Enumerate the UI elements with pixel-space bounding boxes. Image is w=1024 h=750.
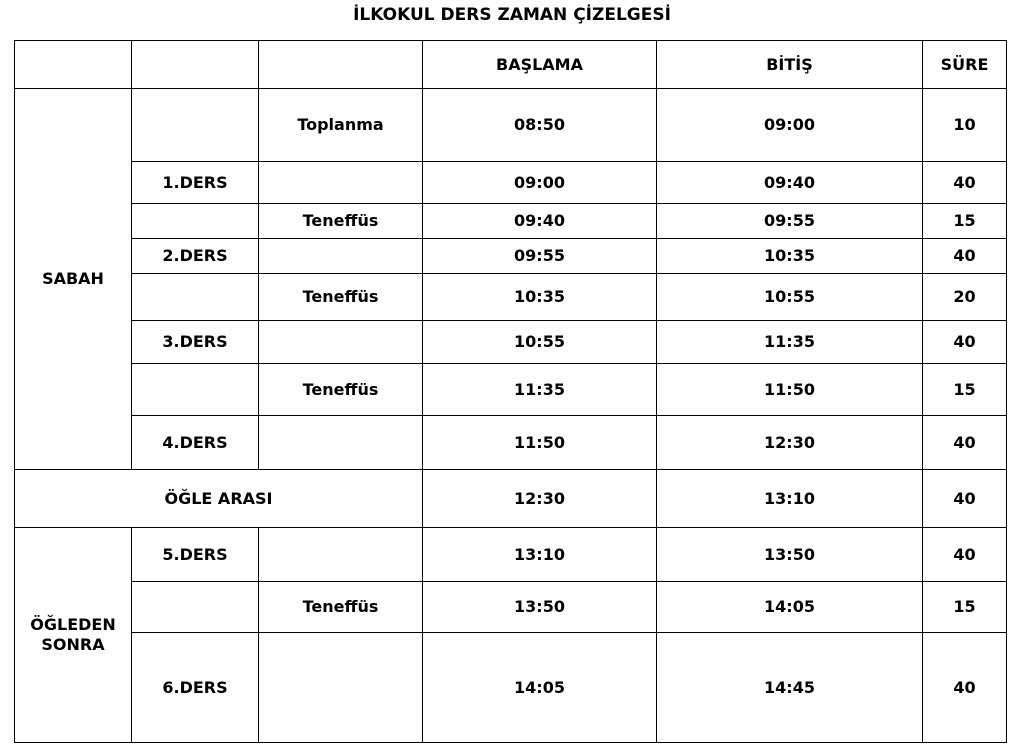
duration-cell: 40 xyxy=(923,633,1007,743)
duration-cell: 15 xyxy=(923,582,1007,633)
activity-cell xyxy=(259,321,423,364)
activity-cell xyxy=(259,633,423,743)
lesson-cell: 4.DERS xyxy=(132,416,259,470)
table-row xyxy=(15,162,1007,204)
table-row xyxy=(15,89,1007,162)
lesson-cell: 6.DERS xyxy=(132,633,259,743)
table-row xyxy=(15,582,1007,633)
activity-cell: Teneffüs xyxy=(259,582,423,633)
lesson-cell: 2.DERS xyxy=(132,239,259,274)
duration-cell: 15 xyxy=(923,364,1007,416)
activity-cell: Teneffüs xyxy=(259,204,423,239)
start-cell: 10:35 xyxy=(423,274,657,321)
lesson-cell xyxy=(132,364,259,416)
header-row xyxy=(15,41,1007,89)
activity-cell: Teneffüs xyxy=(259,274,423,321)
table-row xyxy=(15,321,1007,364)
lesson-cell: 5.DERS xyxy=(132,528,259,582)
table-row xyxy=(15,239,1007,274)
duration-cell: 20 xyxy=(923,274,1007,321)
start-cell: 09:40 xyxy=(423,204,657,239)
duration-cell: 40 xyxy=(923,470,1007,528)
header-empty-cell xyxy=(259,41,423,89)
start-cell: 09:00 xyxy=(423,162,657,204)
duration-cell: 40 xyxy=(923,416,1007,470)
start-cell: 10:55 xyxy=(423,321,657,364)
start-cell: 11:35 xyxy=(423,364,657,416)
header-duration: SÜRE xyxy=(923,41,1007,89)
lunch-row xyxy=(15,470,1007,528)
table-row xyxy=(15,364,1007,416)
end-cell: 11:35 xyxy=(657,321,923,364)
table-row xyxy=(15,633,1007,743)
end-cell: 10:55 xyxy=(657,274,923,321)
start-cell: 13:50 xyxy=(423,582,657,633)
duration-cell: 40 xyxy=(923,239,1007,274)
table-row xyxy=(15,416,1007,470)
end-cell: 09:00 xyxy=(657,89,923,162)
activity-cell xyxy=(259,239,423,274)
lesson-cell xyxy=(132,274,259,321)
activity-cell: Toplanma xyxy=(259,89,423,162)
duration-cell: 40 xyxy=(923,321,1007,364)
activity-cell xyxy=(259,528,423,582)
table-row xyxy=(15,528,1007,582)
end-cell: 10:35 xyxy=(657,239,923,274)
lunch-label: ÖĞLE ARASI xyxy=(15,470,423,528)
start-cell: 11:50 xyxy=(423,416,657,470)
end-cell: 14:05 xyxy=(657,582,923,633)
start-cell: 12:30 xyxy=(423,470,657,528)
end-cell: 12:30 xyxy=(657,416,923,470)
lesson-cell xyxy=(132,582,259,633)
header-start: BAŞLAMA xyxy=(423,41,657,89)
header-end: BİTİŞ xyxy=(657,41,923,89)
section-afternoon: ÖĞLEDEN SONRA xyxy=(15,528,132,743)
table-row xyxy=(15,204,1007,239)
lesson-cell xyxy=(132,89,259,162)
start-cell: 14:05 xyxy=(423,633,657,743)
lesson-cell: 1.DERS xyxy=(132,162,259,204)
start-cell: 08:50 xyxy=(423,89,657,162)
section-morning: SABAH xyxy=(15,89,132,470)
start-cell: 09:55 xyxy=(423,239,657,274)
duration-cell: 40 xyxy=(923,528,1007,582)
end-cell: 11:50 xyxy=(657,364,923,416)
end-cell: 09:40 xyxy=(657,162,923,204)
page-title: İLKOKUL DERS ZAMAN ÇİZELGESİ xyxy=(353,5,671,25)
activity-cell xyxy=(259,162,423,204)
lesson-cell xyxy=(132,204,259,239)
lesson-cell: 3.DERS xyxy=(132,321,259,364)
header-empty-cell xyxy=(15,41,132,89)
header-empty-cell xyxy=(132,41,259,89)
end-cell: 13:50 xyxy=(657,528,923,582)
start-cell: 13:10 xyxy=(423,528,657,582)
duration-cell: 40 xyxy=(923,162,1007,204)
end-cell: 13:10 xyxy=(657,470,923,528)
table-row xyxy=(15,274,1007,321)
activity-cell: Teneffüs xyxy=(259,364,423,416)
duration-cell: 10 xyxy=(923,89,1007,162)
schedule-table xyxy=(14,40,1007,743)
duration-cell: 15 xyxy=(923,204,1007,239)
end-cell: 09:55 xyxy=(657,204,923,239)
activity-cell xyxy=(259,416,423,470)
end-cell: 14:45 xyxy=(657,633,923,743)
